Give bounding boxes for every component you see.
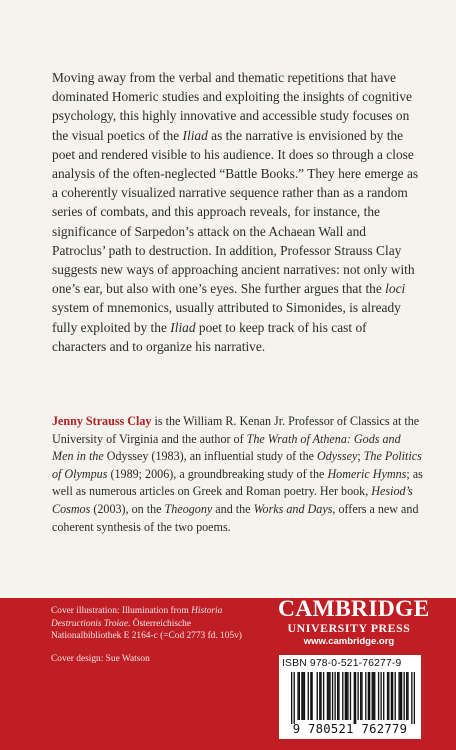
- blurb-italic: loci: [385, 281, 406, 297]
- barcode-bar: [327, 672, 328, 720]
- barcode-bar: [334, 672, 335, 720]
- blurb-text: as the narrative is envisioned by the poet and rendered visible to his audience. It does so through a close analysis of the often-neglected “Battle Books.” They here emerge as a coherently visualized narrative sequence rather than as a random series of combats, and this approach reveals, for instance, the significance of Sarpedon’s attack on the Achaean Wall and Patroclus’ path to destruction. In addition, Professor Strauss Clay suggests new ways of approaching ancient narratives: not only with one’s ear, but also with one’s eyes. She further argues that the: [52, 127, 419, 297]
- bio-text: and the: [212, 501, 254, 516]
- barcode-bar: [411, 672, 412, 724]
- barcode-bar: [308, 672, 309, 720]
- barcode-bar: [378, 672, 379, 720]
- barcode-bar: [395, 672, 396, 720]
- bio-italic: Works and Days: [253, 501, 333, 516]
- author-bio: [52, 413, 424, 536]
- barcode-bar: [355, 672, 356, 724]
- bio-text: (2003), on the: [90, 501, 165, 516]
- bio-text: ;: [357, 449, 364, 464]
- source-details: . Österreichische Nationalbibliothek E 2164-c (=Cod 2773 fd. 105v): [51, 618, 242, 642]
- barcode-bar: [304, 672, 305, 720]
- bio-italic: The Wrath of Athena: Gods and Men in the: [52, 431, 401, 464]
- barcode-bar: [347, 672, 348, 720]
- barcode-bar: [323, 672, 324, 720]
- barcode-bar: [400, 672, 401, 720]
- barcode-bar: [317, 672, 318, 720]
- barcode-bar: [373, 672, 374, 720]
- barcode-bar: [329, 672, 330, 720]
- cover-credits: [51, 605, 251, 665]
- barcode-bar: [338, 672, 339, 720]
- barcode-bar: [342, 672, 343, 720]
- blurb-paragraph: [52, 68, 422, 356]
- bio-italic: Odyssey: [317, 449, 358, 464]
- source-title: Historia Destructionis Troiae: [51, 606, 223, 629]
- bio-italic: Hesiod’s Cosmos: [52, 484, 413, 516]
- publisher-subtitle: UNIVERSITY PRESS: [287, 621, 411, 635]
- barcode-bar: [372, 672, 373, 720]
- blurb-text: Moving away from the verbal and thematic repetitions that have dominated Homeric studies and exploiting the insights of cognitive psychology, this highly innovative and accessible study focuses on the visual poetics of the: [52, 70, 412, 143]
- barcode-bar: [365, 672, 366, 720]
- blurb-italic: Iliad: [170, 319, 196, 335]
- illustration-credit: [51, 605, 251, 643]
- bio-text: ; as well as numerous articles on Greek and Roman poetry. Her book,: [52, 466, 423, 499]
- bio-text: , offers a new and coherent synthesis of the two poems.: [52, 501, 419, 534]
- barcode-bar: [310, 672, 311, 720]
- isbn-label: ISBN 978-0-521-76277-9: [282, 658, 402, 669]
- barcode-bar: [332, 672, 333, 720]
- barcode-bar: [387, 672, 388, 720]
- barcode-digits: 9 780521 762779: [292, 722, 408, 736]
- barcode-bar: [320, 672, 321, 720]
- blurb-text: system of mnemonics, usually attributed to Simonides, is already fully exploited by the: [52, 300, 401, 335]
- barcode-bar: [345, 672, 346, 720]
- bio-italic: Homeric Hymns: [327, 466, 407, 481]
- barcode-bar: [406, 672, 407, 720]
- barcode-bar: [297, 672, 298, 720]
- barcode-bar: [319, 672, 320, 720]
- barcode-bar: [328, 672, 329, 720]
- bio-text: is the William R. Kenan Jr. Professor of Classics at the University of Virginia and the author of: [52, 414, 420, 446]
- barcode-bar: [337, 672, 338, 720]
- publisher-url: www.cambridge.org: [303, 636, 395, 647]
- barcode-bar: [360, 672, 361, 720]
- barcode-bar: [407, 672, 408, 720]
- barcode-bar: [350, 672, 351, 720]
- barcode-bar: [361, 672, 362, 720]
- design-credit: Cover design: Sue Watson: [51, 653, 150, 664]
- barcode-bar: [301, 672, 302, 720]
- publisher-name: CAMBRIDGE: [278, 596, 430, 622]
- barcode-bar: [303, 672, 304, 720]
- barcode-bar: [354, 672, 355, 724]
- barcode-bar: [368, 672, 369, 720]
- barcode-bar: [346, 672, 347, 720]
- barcode-icon: [291, 672, 415, 724]
- barcode-bar: [414, 672, 415, 724]
- barcode-bar: [391, 672, 392, 720]
- barcode-bar: [369, 672, 370, 720]
- barcode-bar: [383, 672, 384, 720]
- blurb-italic: Iliad: [182, 127, 208, 143]
- barcode-bar: [311, 672, 312, 720]
- barcode-bar: [299, 672, 300, 720]
- publisher-logo: [278, 596, 430, 648]
- barcode-bar: [380, 672, 381, 720]
- barcode-bar: [403, 672, 404, 720]
- bio-text: (1989; 2006), a groundbreaking study of the: [107, 466, 328, 481]
- bio-italic: The Politics of Olympus: [52, 449, 422, 481]
- blurb-text: poet to keep track of his cast of characters and to organize his narrative.: [52, 319, 367, 354]
- barcode-bar: [291, 672, 292, 724]
- barcode-bar: [294, 672, 295, 724]
- bio-italic: Theogony: [164, 501, 213, 516]
- barcode-bar: [401, 672, 402, 720]
- barcode-bar: [357, 672, 358, 720]
- author-name: Jenny Strauss Clay: [52, 414, 152, 428]
- barcode-bar: [398, 672, 399, 720]
- barcode-bar: [392, 672, 393, 720]
- bio-text: Odyssey (1983), an influential study of the: [103, 449, 318, 464]
- barcode-bar: [374, 672, 375, 720]
- barcode-bar: [388, 672, 389, 720]
- illustration-label: Cover illustration: Illumination from: [51, 606, 189, 616]
